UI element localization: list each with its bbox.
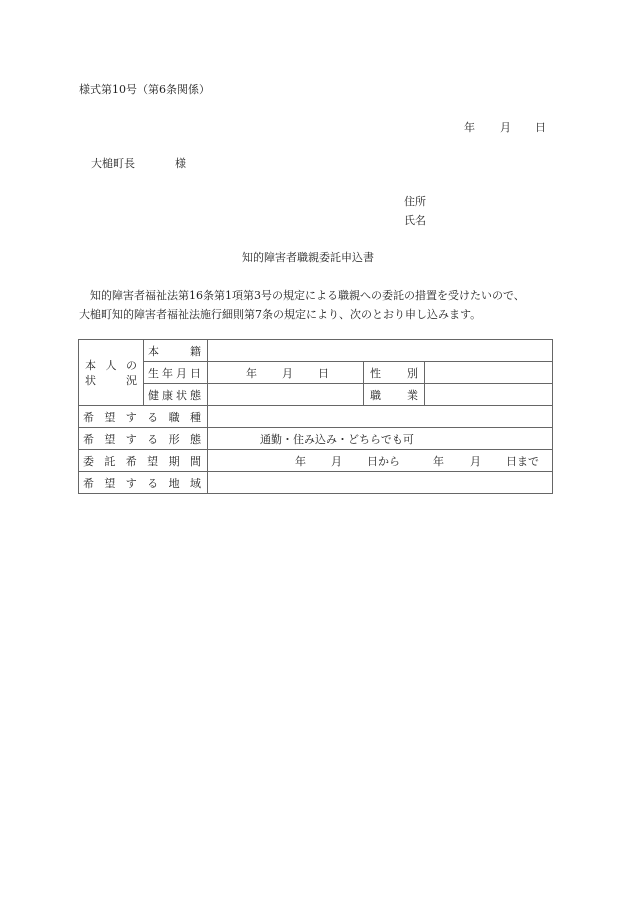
document-title: 知的障害者職親委託申込書 bbox=[242, 251, 374, 264]
table-row-period bbox=[79, 450, 553, 472]
label-occupation: 職 業 bbox=[364, 384, 425, 406]
label-honseki: 本 籍 bbox=[144, 340, 208, 362]
field-period[interactable]: 年 月 日から 年 月 日まで bbox=[208, 450, 553, 472]
table-row-health bbox=[79, 384, 553, 406]
table-row-desired-area bbox=[79, 472, 553, 494]
body-line-2: 大槌町知的障害者福祉法施行細則第7条の規定により、次のとおり申し込みます。 bbox=[79, 308, 482, 321]
form-number: 様式第10号（第6条関係） bbox=[79, 83, 210, 96]
label-desired-form: 希 望 す る 形 態 bbox=[79, 428, 208, 450]
field-health[interactable] bbox=[208, 384, 364, 406]
label-gender: 性 別 bbox=[364, 362, 425, 384]
table-row-desired-job bbox=[79, 406, 553, 428]
addressee-honorific: 様 bbox=[175, 157, 186, 170]
table-row-honseki bbox=[79, 340, 553, 362]
field-desired-form[interactable]: 通勤・住み込み・どちらでも可 bbox=[208, 428, 553, 450]
address-label: 住所 bbox=[404, 195, 426, 208]
body-line-1: 知的障害者福祉法第16条第1項第3号の規定による職親への委託の措置を受けたいので、 bbox=[90, 289, 525, 302]
addressee-name: 大槌町長 bbox=[91, 157, 135, 170]
body-text bbox=[79, 286, 559, 324]
field-honseki[interactable] bbox=[208, 340, 553, 362]
table-row-desired-form bbox=[79, 428, 553, 450]
date-day: 日 bbox=[535, 121, 546, 134]
label-period: 委 託 希 望 期 間 bbox=[79, 450, 208, 472]
label-desired-job: 希 望 す る 職 種 bbox=[79, 406, 208, 428]
field-birthdate[interactable]: 年 月 日 bbox=[208, 362, 364, 384]
table-row-birth bbox=[79, 362, 553, 384]
name-label: 氏名 bbox=[404, 214, 426, 227]
group-label-personal-status: 本 人 の 状 況 bbox=[79, 340, 144, 406]
field-gender[interactable] bbox=[425, 362, 553, 384]
label-desired-area: 希 望 す る 地 域 bbox=[79, 472, 208, 494]
field-desired-job[interactable] bbox=[208, 406, 553, 428]
label-birthdate: 生 年 月 日 bbox=[144, 362, 208, 384]
field-desired-area[interactable] bbox=[208, 472, 553, 494]
date-line bbox=[464, 119, 546, 135]
field-occupation[interactable] bbox=[425, 384, 553, 406]
date-month: 月 bbox=[500, 121, 511, 134]
application-table bbox=[78, 339, 553, 494]
label-health: 健 康 状 態 bbox=[144, 384, 208, 406]
date-year: 年 bbox=[464, 121, 475, 134]
addressee bbox=[91, 155, 186, 171]
